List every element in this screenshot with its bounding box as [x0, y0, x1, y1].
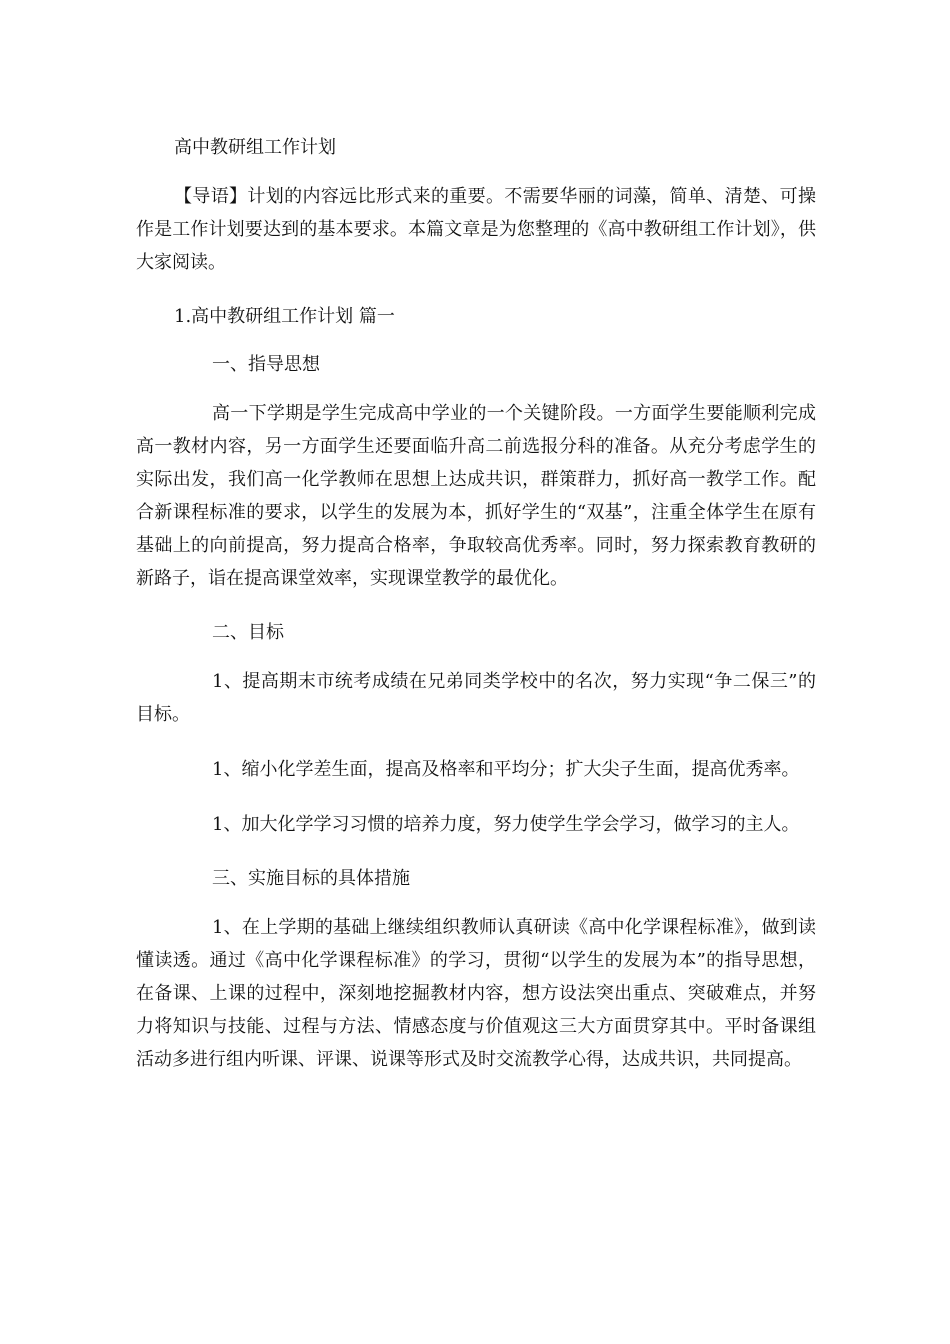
paragraph-guiding-thought: 高一下学期是学生完成高中学业的一个关键阶段。一方面学生要能顺利完成高一教材内容，另一方面学生还要面临升高二前选报分科的准备。从充分考虑学生的实际出发，我们高一化学教师在思想上达成共识，群策群力，抓好高一教学工作。配合新课程标准的要求，以学生的发展为本，抓好学生的“双基”，注重全体学生在原有基础上的向前提高，努力提高合格率，争取较高优秀率。同时，努力探索教育教研的新路子，诣在提高课堂效率，实现课堂教学的最优化。 [136, 403, 816, 589]
heading-guiding-thought: 一、指导思想 [212, 354, 320, 375]
measure-item-1: 1、在上学期的基础上继续组织教师认真研读《高中化学课程标准》，做到读懂读透。通过《高中化学课程标准》的学习，贯彻“以学生的发展为本”的指导思想，在备课、上课的过程中，深刻地挖掘教材内容，想方设法突出重点、突破难点，并努力将知识与技能、过程与方法、情感态度与价值观这三大方面贯穿其中。平时备课组活动多进行组内听课、评课、说课等形式及时交流教学心得，达成共识，共同提高。 [136, 917, 816, 1070]
document-title: 高中教研组工作计划 [174, 137, 336, 158]
goal-item-2: 1、缩小化学差生面，提高及格率和平均分；扩大尖子生面，提高优秀率。 [212, 759, 800, 780]
heading-goals: 二、目标 [212, 622, 284, 643]
goal-item-3: 1、加大化学学习习惯的培养力度，努力使学生学会学习，做学习的主人。 [212, 814, 800, 835]
section-title: 1.高中教研组工作计划 篇一 [174, 306, 395, 327]
intro-paragraph: 【导语】计划的内容远比形式来的重要。不需要华丽的词藻，简单、清楚、可操作是工作计划要达到的基本要求。本篇文章是为您整理的《高中教研组工作计划》，供大家阅读。 [136, 186, 816, 273]
heading-measures: 三、实施目标的具体措施 [212, 868, 410, 889]
goal-item-1: 1、提高期末市统考成绩在兄弟同类学校中的名次，努力实现“争二保三”的目标。 [136, 671, 816, 725]
